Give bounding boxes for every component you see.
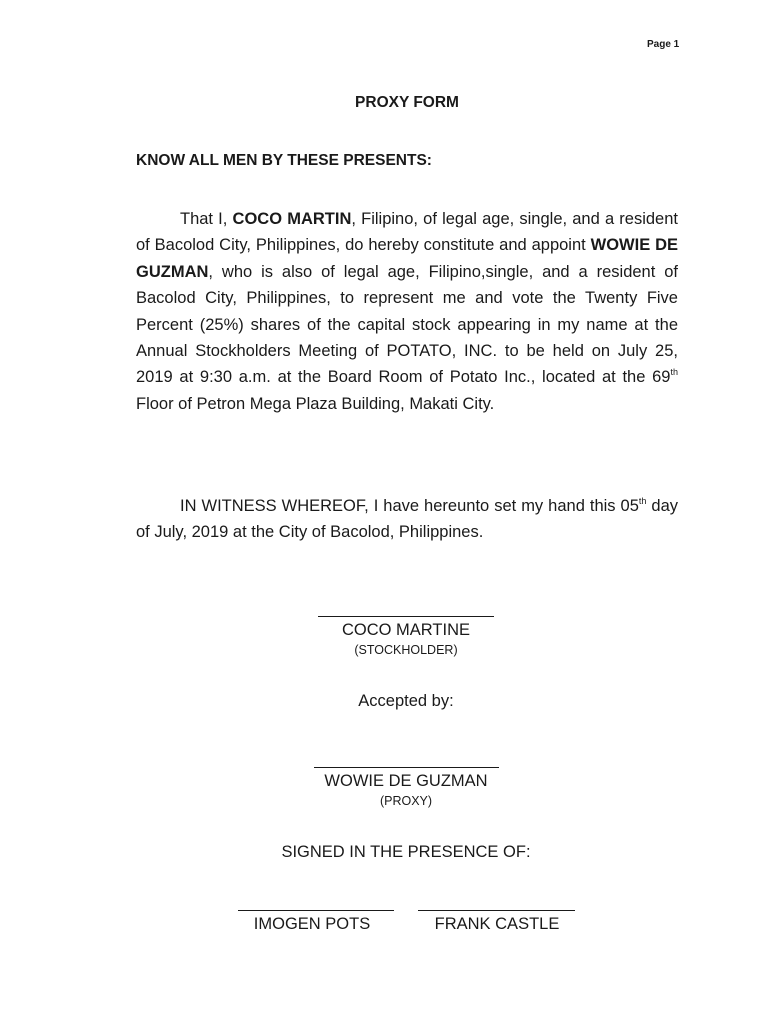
para2-superscript: th: [638, 496, 647, 506]
proxy-signature-line: [314, 767, 499, 768]
proxy-paragraph: [136, 206, 678, 417]
para1-text-3: , who is also of legal age, Filipino,single, and a resident of Bacolod City, Philippines, to represent me and vote the Twenty Five Percent (25%) shares of the capital stock appearing in my name at the Annual Stockholders Meeting of POTATO, INC. to be held on July 25, 2019 at 9:30 a.m. at the Board Room of Potato Inc., located at the 69: [136, 262, 678, 387]
witness1-name: IMOGEN POTS: [253, 915, 371, 933]
page-number: Page 1: [647, 39, 680, 50]
proxy-signature-name: WOWIE DE GUZMAN: [324, 772, 488, 790]
para2-text-2: day of July, 2019 at the City of Bacolod, Philippines.: [136, 497, 678, 542]
witness1-signature-line: [238, 910, 394, 911]
presence-heading: SIGNED IN THE PRESENCE OF:: [281, 843, 531, 861]
proxy-role-label: (PROXY): [379, 794, 433, 808]
stockholder-signature-line: [318, 616, 494, 617]
witness2-name: FRANK CASTLE: [434, 915, 560, 933]
preamble-heading: KNOW ALL MEN BY THESE PRESENTS:: [136, 152, 432, 169]
stockholder-name-bold: COCO MARTIN: [232, 210, 352, 228]
para1-text-2: , Filipino, of legal age, single, and a resident of Bacolod City, Philippines, do hereby constitute and appoint: [136, 210, 678, 255]
stockholder-signature-name: COCO MARTINE: [341, 621, 471, 639]
para1-text-4: Floor of Petron Mega Plaza Building, Makati City.: [136, 394, 495, 413]
witness2-signature-line: [418, 910, 575, 911]
stockholder-role-label: (STOCKHOLDER): [354, 643, 458, 657]
proxy-name-bold: WOWIE DE GUZMAN: [136, 236, 679, 281]
para2-text-1: IN WITNESS WHEREOF, I have hereunto set my hand this 05: [180, 497, 639, 515]
document-title: PROXY FORM: [355, 94, 459, 111]
para1-superscript: th: [670, 367, 678, 378]
accepted-by-label: Accepted by:: [358, 692, 454, 710]
witness-paragraph: [136, 493, 678, 546]
para1-text-1: That I,: [180, 210, 233, 228]
